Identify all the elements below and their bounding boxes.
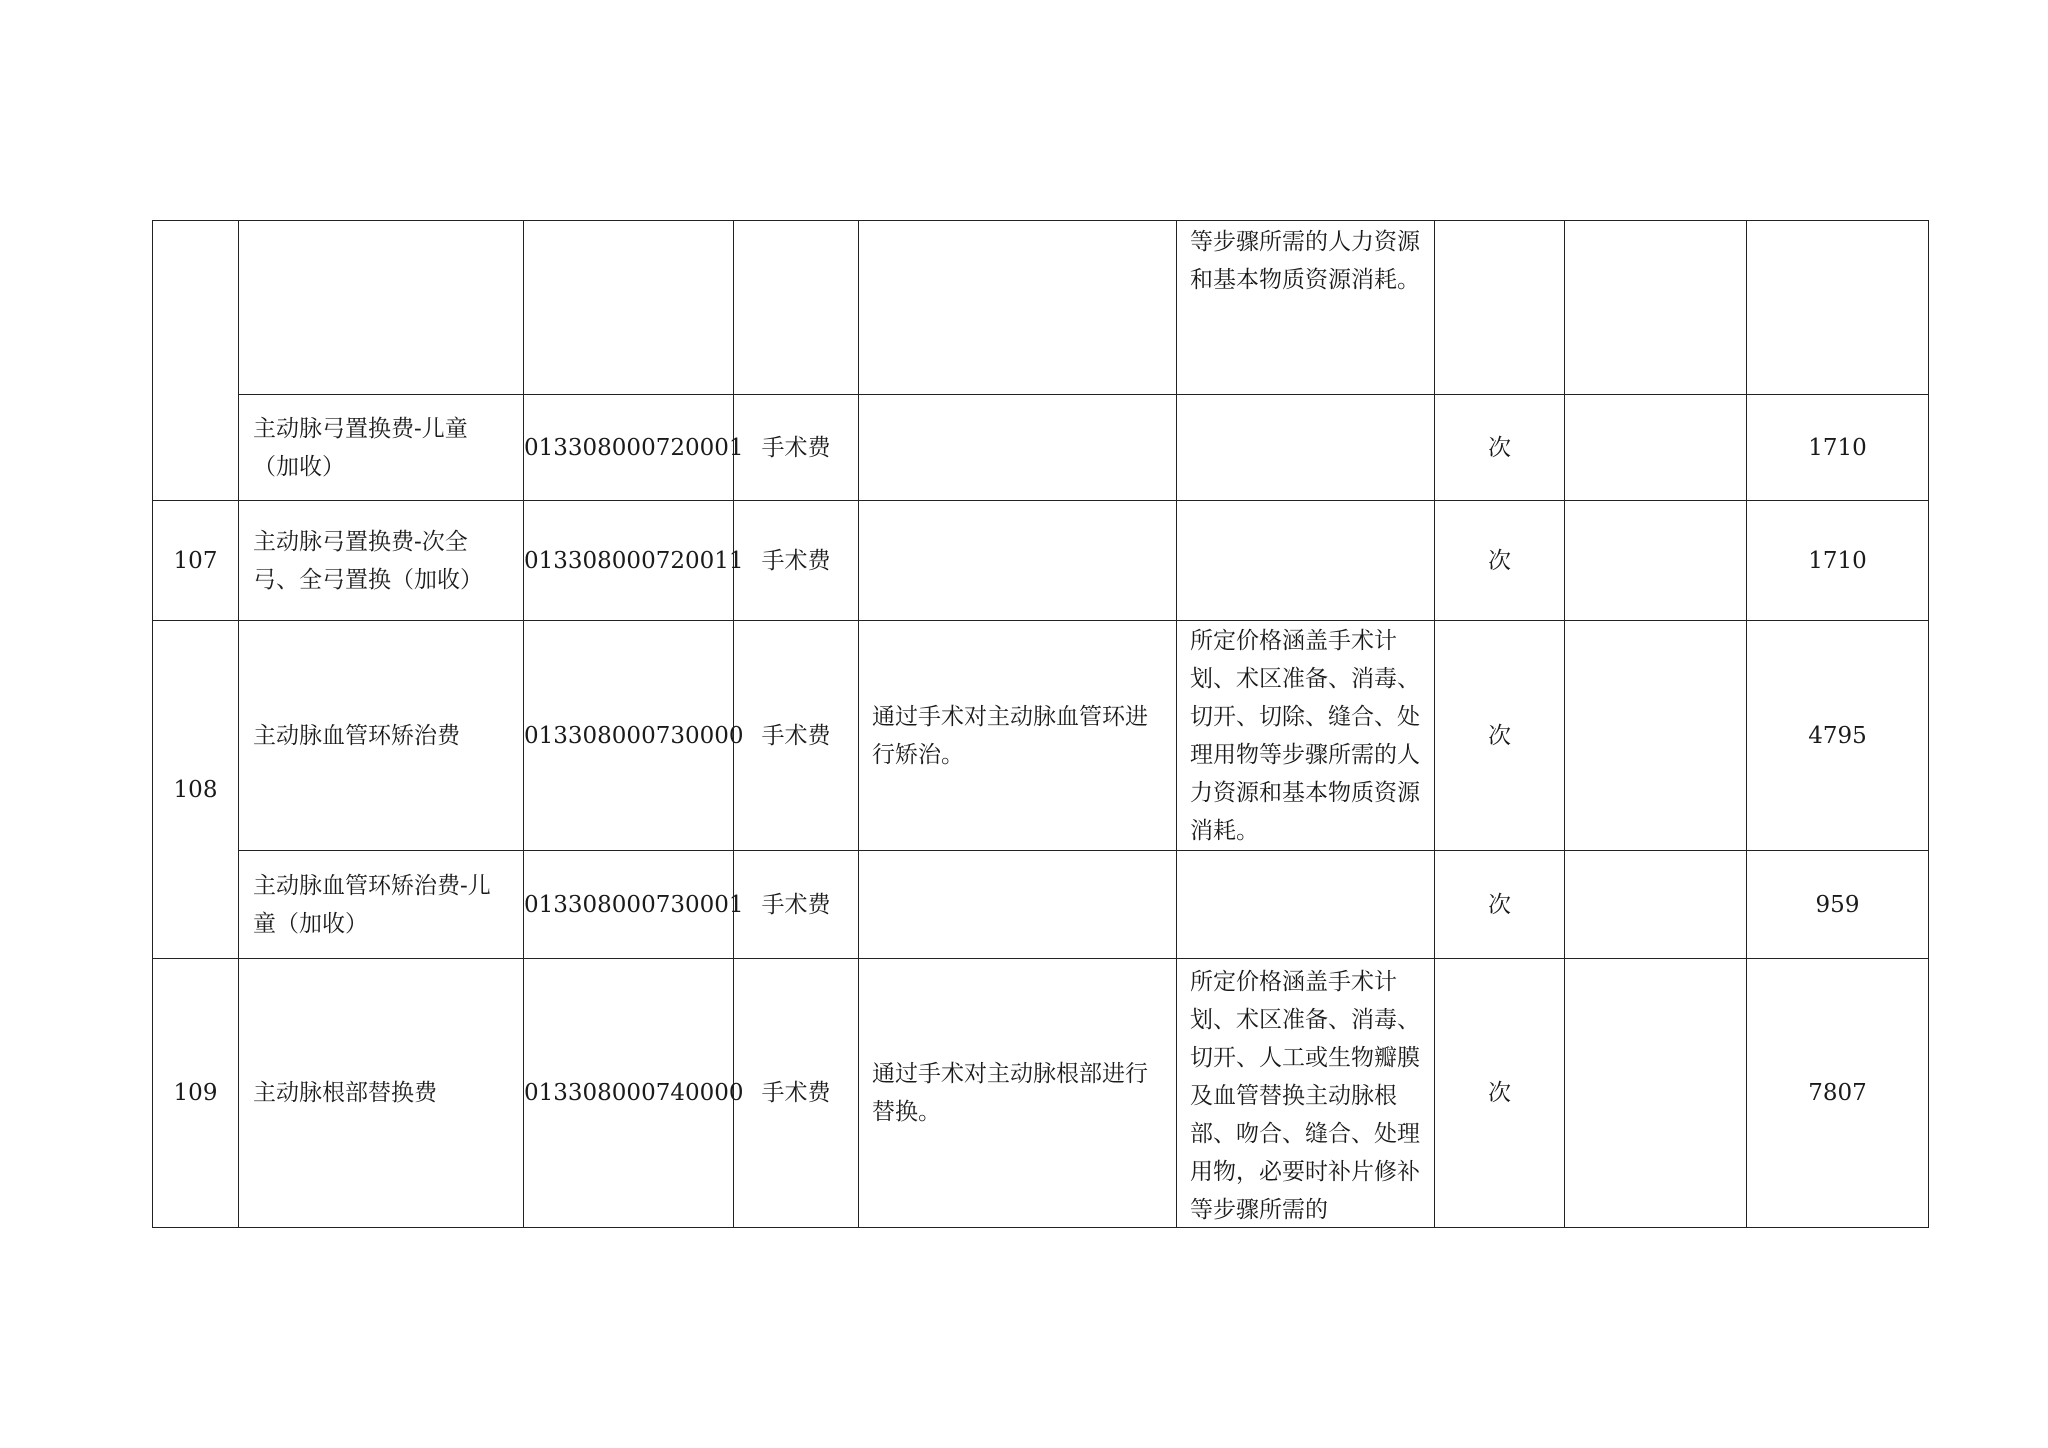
- fee-category-cell: [734, 221, 859, 395]
- row-number-cell: [153, 501, 239, 621]
- row-number: 109: [173, 1080, 218, 1106]
- fee-category: 手术费: [761, 891, 831, 918]
- billing-unit: 次: [1488, 547, 1511, 574]
- note-cell: [1565, 621, 1747, 851]
- price-coverage: 所定价格涵盖手术计划、术区准备、消毒、切开、人工或生物瓣膜及血管替换主动脉根部、吻合、缝合、处理用物，必要时补片修补等步骤所需的: [1190, 969, 1420, 1223]
- price-table: [152, 220, 1929, 1228]
- billing-unit-cell: [1435, 221, 1565, 395]
- fee-category-cell: [734, 395, 859, 501]
- note-cell: [1565, 959, 1747, 1228]
- price-coverage-cell: [1177, 851, 1435, 959]
- price-coverage-cell: [1177, 959, 1435, 1228]
- table-row: [153, 621, 1929, 851]
- billing-unit-cell: [1435, 395, 1565, 501]
- item-code: 013308000740000: [524, 1080, 744, 1106]
- service-description: 通过手术对主动脉根部进行替换。: [872, 1061, 1148, 1125]
- fee-category: 手术费: [761, 547, 831, 574]
- price: 1710: [1808, 547, 1867, 574]
- price-cell: [1747, 221, 1929, 395]
- item-code: 013308000720001: [524, 434, 744, 461]
- item-name-cell: [239, 851, 524, 959]
- item-name: 主动脉血管环矫治费-儿童（加收）: [253, 872, 491, 937]
- row-number-cell: [153, 621, 239, 959]
- billing-unit-cell: [1435, 851, 1565, 959]
- billing-unit-cell: [1435, 621, 1565, 851]
- item-code-cell: [524, 395, 744, 501]
- note-cell: [1565, 395, 1747, 501]
- item-name: 主动脉弓置换费-儿童（加收）: [253, 415, 468, 480]
- item-name: 主动脉根部替换费: [253, 1080, 437, 1106]
- item-name-cell: [239, 221, 524, 395]
- service-description-cell: [859, 501, 1177, 621]
- row-number-cell: [153, 959, 239, 1228]
- service-description: 通过手术对主动脉血管环进行矫治。: [872, 703, 1148, 768]
- price: 7807: [1808, 1080, 1867, 1106]
- price-cell: [1747, 501, 1929, 621]
- price-cell: [1747, 395, 1929, 501]
- row-number: 107: [173, 547, 218, 574]
- billing-unit: 次: [1488, 891, 1511, 918]
- fee-category: 手术费: [761, 434, 831, 461]
- fee-category-cell: [734, 621, 859, 851]
- price-cell: [1747, 959, 1929, 1228]
- price-coverage: 所定价格涵盖手术计划、术区准备、消毒、切开、切除、缝合、处理用物等步骤所需的人力资源和基本物质资源消耗。: [1190, 627, 1420, 844]
- item-code-cell: [524, 851, 744, 959]
- item-name-cell: [239, 621, 524, 851]
- fee-category-cell: [734, 851, 859, 959]
- table-row: [153, 501, 1929, 621]
- price-cell: [1747, 621, 1929, 851]
- service-description-cell: [859, 851, 1177, 959]
- price: 4795: [1808, 722, 1867, 749]
- service-description-cell: [859, 395, 1177, 501]
- note-cell: [1565, 501, 1747, 621]
- price-coverage-cell: [1177, 501, 1435, 621]
- billing-unit-cell: [1435, 501, 1565, 621]
- table-row: [153, 395, 1929, 501]
- billing-unit: 次: [1488, 434, 1511, 461]
- item-name-cell: [239, 395, 524, 501]
- table-row: [153, 959, 1929, 1228]
- billing-unit: 次: [1488, 1080, 1511, 1106]
- price-coverage-cell: [1177, 395, 1435, 501]
- table-row: [153, 851, 1929, 959]
- fee-category-cell: [734, 959, 859, 1228]
- fee-category-cell: [734, 501, 859, 621]
- service-description-cell: [859, 221, 1177, 395]
- table-row: [153, 221, 1929, 395]
- row-number-cell: [153, 221, 239, 501]
- fee-category: 手术费: [761, 722, 831, 749]
- item-code-cell: [524, 221, 734, 395]
- billing-unit-cell: [1435, 959, 1565, 1228]
- item-name-cell: [239, 959, 524, 1228]
- item-code-cell: [524, 501, 744, 621]
- item-name-cell: [239, 501, 524, 621]
- row-number: 108: [173, 776, 218, 803]
- service-description-cell: [859, 959, 1177, 1228]
- price-coverage-cell: [1177, 221, 1435, 395]
- note-cell: [1565, 851, 1747, 959]
- price-cell: [1747, 851, 1929, 959]
- item-code-cell: [524, 621, 744, 851]
- price-coverage-cell: [1177, 621, 1435, 851]
- billing-unit: 次: [1488, 722, 1511, 749]
- item-code: 013308000720011: [524, 547, 744, 574]
- fee-category: 手术费: [761, 1080, 831, 1106]
- item-code-cell: [524, 959, 744, 1228]
- service-description-cell: [859, 621, 1177, 851]
- item-name: 主动脉血管环矫治费: [253, 722, 460, 749]
- price: 1710: [1808, 434, 1867, 461]
- item-code: 013308000730001: [524, 891, 744, 918]
- item-code: 013308000730000: [524, 722, 744, 749]
- price: 959: [1815, 891, 1860, 918]
- note-cell: [1565, 221, 1747, 395]
- item-name: 主动脉弓置换费-次全弓、全弓置换（加收）: [253, 528, 483, 593]
- price-coverage-clip: [1190, 961, 1426, 1227]
- price-coverage: 等步骤所需的人力资源和基本物质资源消耗。: [1190, 229, 1420, 293]
